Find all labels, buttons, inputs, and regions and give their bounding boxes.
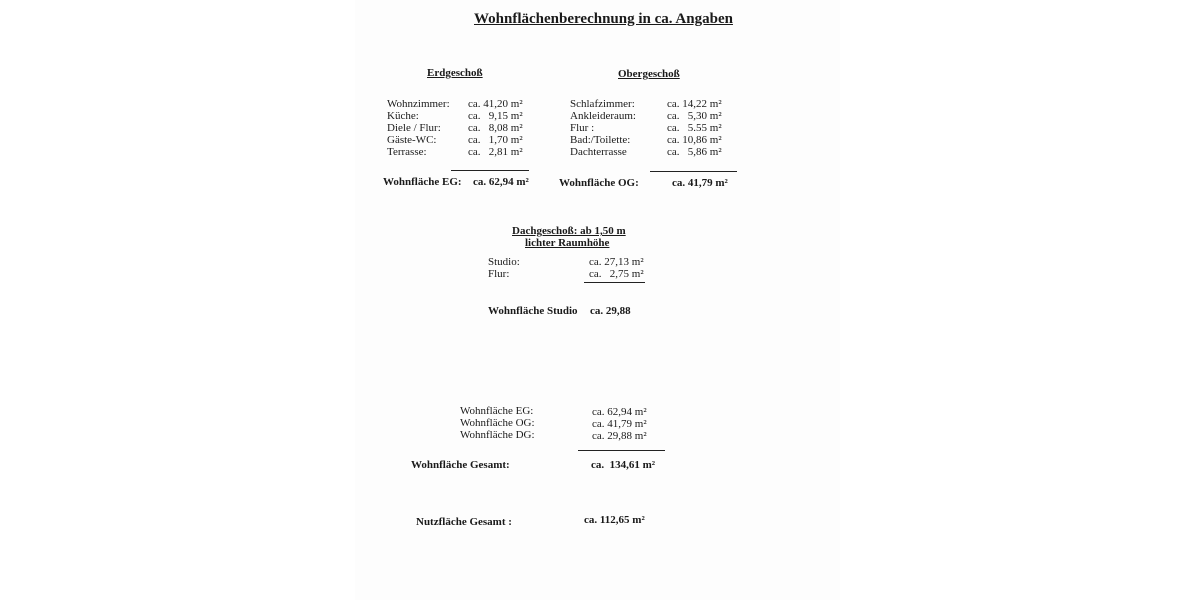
eg-row-label: Terrasse: [387, 146, 427, 158]
eg-row-value: ca. 2,81 m² [468, 146, 523, 158]
eg-row-label: Wohnzimmer: [387, 98, 450, 110]
eg-row-label: Gäste-WC: [387, 134, 437, 146]
summary-row-value: ca. 29,88 m² [592, 430, 647, 442]
eg-total-value: ca. 62,94 m² [473, 176, 529, 188]
summary-row-label: Wohnfläche DG: [460, 429, 535, 441]
og-row-value: ca. 10,86 m² [667, 134, 722, 146]
og-row-label: Flur : [570, 122, 595, 134]
og-row-label: Ankleideraum: [570, 110, 636, 122]
eg-total-rule [451, 170, 529, 171]
eg-row-value: ca. 9,15 m² [468, 110, 523, 122]
summary-total-value: ca. 134,61 m² [591, 459, 656, 471]
dg-row-label: Flur: [488, 268, 510, 280]
dg-total-value: ca. 29,88 [590, 305, 631, 317]
og-row-label: Dachterrasse [570, 146, 627, 158]
og-total-rule [650, 171, 737, 172]
dg-total-label: Wohnfläche Studio [488, 305, 578, 317]
summary-row-label: Wohnfläche EG: [460, 405, 534, 417]
dg-heading-line1: Dachgeschoß: ab 1,50 m [512, 225, 626, 237]
summary-row-value: ca. 41,79 m² [592, 418, 647, 430]
og-row-label: Bad:/Toilette: [570, 134, 631, 146]
og-heading: Obergeschoß [618, 68, 680, 80]
og-total-value: ca. 41,79 m² [672, 177, 728, 189]
dg-row-value: ca. 27,13 m² [589, 256, 644, 268]
dg-row-value: ca. 2,75 m² [589, 268, 644, 280]
eg-row-value: ca. 8,08 m² [468, 122, 523, 134]
dg-heading-line2: lichter Raumhöhe [525, 237, 610, 249]
og-total-label: Wohnfläche OG: [559, 177, 639, 189]
nutzflaeche-label: Nutzfläche Gesamt : [416, 516, 512, 528]
summary-row-label: Wohnfläche OG: [460, 417, 535, 429]
summary-total-rule [578, 450, 665, 451]
eg-heading: Erdgeschoß [427, 67, 483, 79]
dg-row-label: Studio: [488, 256, 520, 268]
og-row-value: ca. 14,22 m² [667, 98, 722, 110]
nutzflaeche-value: ca. 112,65 m² [584, 514, 645, 526]
summary-row-value: ca. 62,94 m² [592, 406, 647, 418]
document-title: Wohnflächenberechnung in ca. Angaben [474, 11, 733, 27]
summary-total-label: Wohnfläche Gesamt: [411, 459, 510, 471]
eg-row-value: ca. 41,20 m² [468, 98, 523, 110]
document-page [355, 0, 840, 600]
og-row-value: ca. 5,86 m² [667, 146, 722, 158]
og-row-value: ca. 5.55 m² [667, 122, 722, 134]
og-row-label: Schlafzimmer: [570, 98, 635, 110]
og-row-value: ca. 5,30 m² [667, 110, 722, 122]
eg-row-value: ca. 1,70 m² [468, 134, 523, 146]
dg-total-rule [584, 282, 645, 283]
eg-row-label: Küche: [387, 110, 419, 122]
eg-total-label: Wohnfläche EG: [383, 176, 462, 188]
eg-row-label: Diele / Flur: [387, 122, 441, 134]
